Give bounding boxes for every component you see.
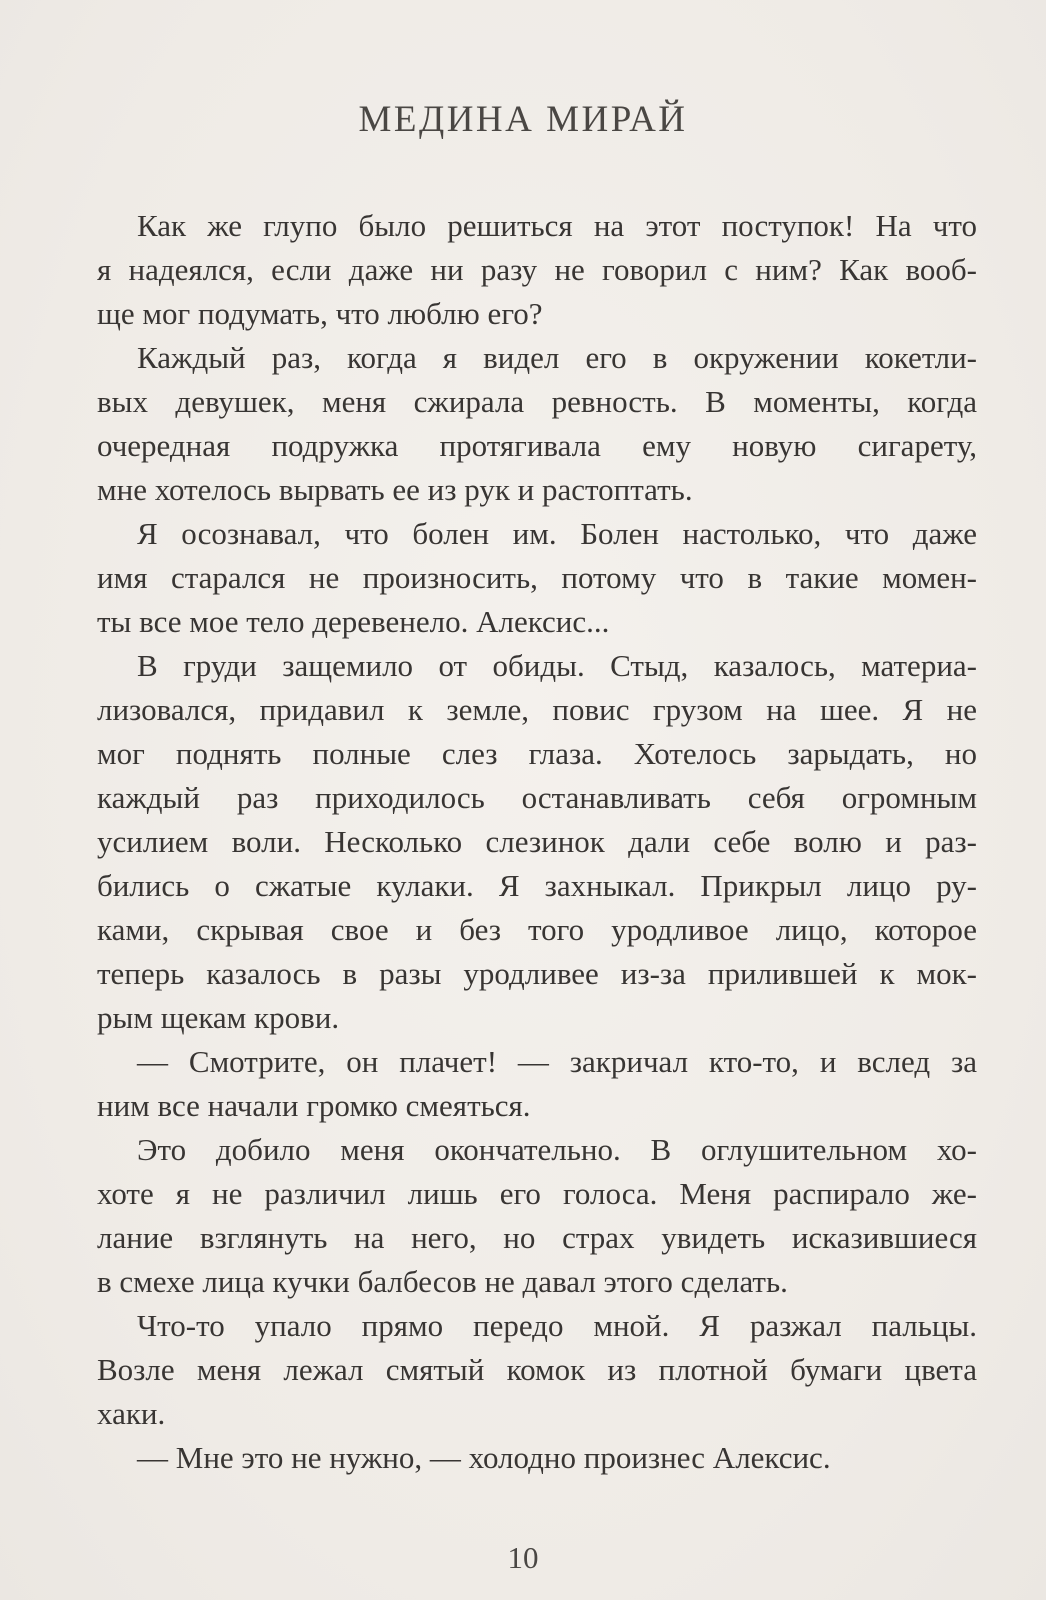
text-line: — Смотрите, он плачет! — закричал кто-то, и вслед за — [137, 1044, 977, 1079]
text-line: мог поднять полные слез глаза. Хотелось зарыдать, но — [97, 736, 977, 771]
text-line: усилием воли. Несколько слезинок дали себе волю и раз- — [97, 824, 977, 859]
paragraph-5 — [97, 1040, 977, 1128]
text-line: теперь казалось в разы уродливее из-за прилившей к мок- — [97, 956, 977, 991]
text-line: ним все начали громко смеяться. — [97, 1088, 531, 1123]
text-line: В груди защемило от обиды. Стыд, казалось, материа- — [137, 648, 977, 683]
text-line: — Мне это не нужно, — холодно произнес Алексис. — [137, 1440, 831, 1475]
paragraph-6 — [97, 1128, 977, 1304]
text-line: Возле меня лежал смятый комок из плотной бумаги цвета — [97, 1352, 977, 1387]
text-line: ты все мое тело деревенело. Алексис... — [97, 604, 610, 639]
text-line: бились о сжатые кулаки. Я захныкал. Прикрыл лицо ру- — [97, 868, 977, 903]
text-line: Я осознавал, что болен им. Болен настолько, что даже — [137, 516, 977, 551]
paragraph-4 — [97, 644, 977, 1040]
text-line: рым щекам крови. — [97, 1000, 340, 1035]
text-line: ками, скрывая свое и без того уродливое лицо, которое — [97, 912, 977, 947]
paragraph-7 — [97, 1304, 977, 1436]
text-line: ще мог подумать, что люблю его? — [97, 296, 543, 331]
text-line: лизовался, придавил к земле, повис грузом на шее. Я не — [97, 692, 977, 727]
text-line: Каждый раз, когда я видел его в окружении кокетли- — [137, 340, 977, 375]
page-number: 10 — [507, 1540, 539, 1575]
text-line: лание взглянуть на него, но страх увидеть исказившиеся — [97, 1220, 977, 1255]
text-line: очередная подружка протягивала ему новую сигарету, — [97, 428, 977, 463]
text-line: хоте я не различил лишь его голоса. Меня распирало же- — [97, 1176, 977, 1211]
text-line: Это добило меня окончательно. В оглушительном хо- — [137, 1132, 977, 1167]
paragraph-8 — [97, 1436, 977, 1480]
text-line: мне хотелось вырвать ее из рук и растоптать. — [97, 472, 693, 507]
text-line: вых девушек, меня сжирала ревность. В моменты, когда — [97, 384, 977, 419]
body-text — [97, 204, 977, 1480]
text-line: я надеялся, если даже ни разу не говорил с ним? Как вооб- — [97, 252, 977, 287]
text-line: каждый раз приходилось останавливать себя огромным — [97, 780, 977, 815]
text-line: Как же глупо было решиться на этот поступок! На что — [137, 208, 977, 243]
text-line: хаки. — [97, 1396, 166, 1431]
text-line: Что-то упало прямо передо мной. Я разжал пальцы. — [137, 1308, 977, 1343]
running-header: МЕДИНА МИРАЙ — [358, 99, 688, 140]
text-line: в смехе лица кучки балбесов не давал этого сделать. — [97, 1264, 788, 1299]
text-line: имя старался не произносить, потому что в такие момен- — [97, 560, 977, 595]
paragraph-1 — [97, 204, 977, 336]
paragraph-2 — [97, 336, 977, 512]
paragraph-3 — [97, 512, 977, 644]
